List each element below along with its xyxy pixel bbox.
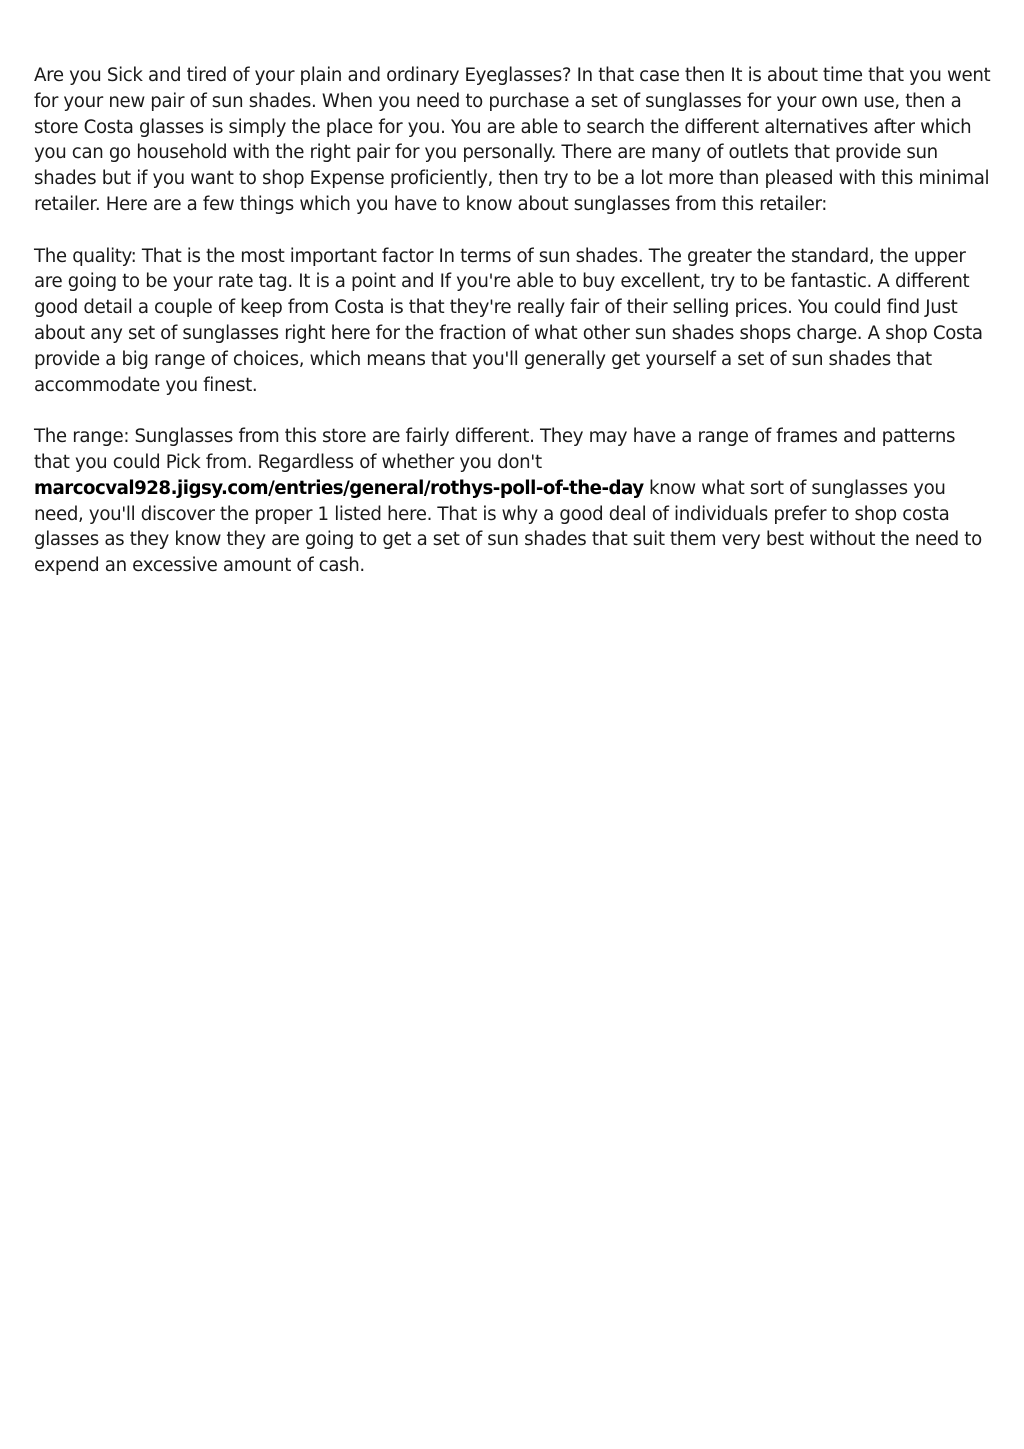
paragraph-intro: Are you Sick and tired of your plain and ordinary Eyeglasses? In that case then It is about time that you went for your new pair of sun shades. When you need to purchase a set of sunglasses for your own use, then a store Costa glasses is simply the place for you. You are able to search the different alternatives after which you can go household with the right pair for you personally. There are many of outlets that provide sun shades but if you want to shop Expense proficiently, then try to be a lot more than pleased with this minimal retailer. Here are a few things which you have to know about sunglasses from this retailer: (34, 65, 991, 215)
article-link[interactable]: marcocval928.jigsy.com/entries/general/rothys-poll-of-the-day (34, 477, 644, 499)
paragraph-range (34, 424, 992, 579)
document-body (34, 63, 992, 605)
paragraph-quality: The quality: That is the most important factor In terms of sun shades. The greater the standard, the upper are going to be your rate tag. It is a point and If you're able to buy excellent, try to be fantastic. A different good detail a couple of keep from Costa is that they're really fair of their selling prices. You could find Just about any set of sunglasses right here for the fraction of what other sun shades shops charge. A shop Costa provide a big range of choices, which means that you'll generally get yourself a set of sun shades that accommodate you finest. (34, 245, 983, 396)
paragraph-range-text-after: know what sort of sunglasses you need, you'll discover the proper 1 listed here. That is why a good deal of individuals prefer to shop costa glasses as they know they are going to get a set of sun shades that suit them very best without the need to expend an excessive amount of cash. (34, 477, 982, 577)
paragraph-range-text-before: The range: Sunglasses from this store are fairly different. They may have a range of frames and patterns that you could Pick from. Regardless of whether you don't (34, 426, 956, 473)
